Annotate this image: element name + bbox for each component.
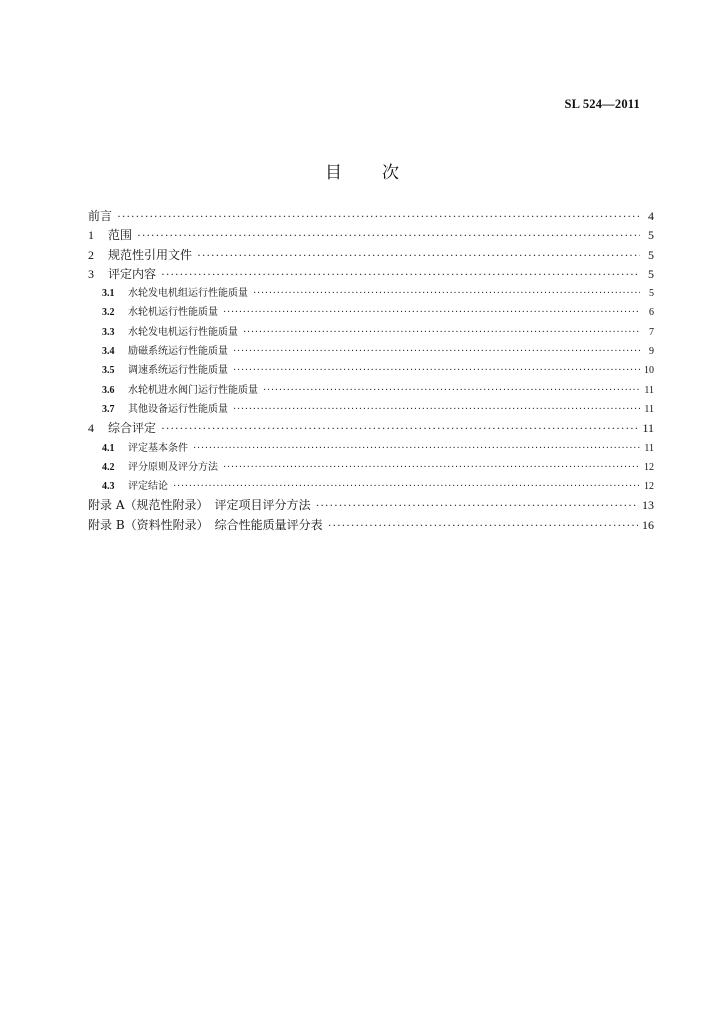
toc-entry-label: 水轮机运行性能质量 [128,307,218,319]
toc-entry-label: 评分原则及评分方法 [128,461,218,473]
toc-leader-dots [197,246,640,265]
toc-entry[interactable] [88,303,654,322]
toc-entry[interactable] [88,265,654,284]
toc-entry-label: 评定基本条件 [128,442,188,454]
toc-entry-number: 3.4 [102,346,115,358]
toc-entry-page: 7 [649,326,654,338]
toc-entry[interactable] [88,226,654,245]
toc-entry-page: 11 [644,403,654,415]
toc-entry-page: 16 [642,517,654,532]
toc-entry[interactable] [88,323,654,342]
toc-entry[interactable] [88,419,654,438]
toc-entry-page: 11 [644,384,654,396]
toc-leader-dots [233,342,640,361]
toc-leader-dots [233,400,640,419]
toc-entry-page: 5 [649,288,654,300]
toc-entry-page: 5 [648,247,654,262]
toc-entry-label: 附录 A（规范性附录） 评定项目评分方法 [88,498,311,513]
toc-entry-page: 13 [642,498,654,513]
table-of-contents [88,207,654,535]
toc-leader-dots [253,284,640,303]
toc-entry[interactable] [88,400,654,419]
toc-entry[interactable] [88,439,654,458]
toc-entry-number: 3 [88,266,94,281]
toc-entry-number: 4.2 [102,461,115,473]
toc-leader-dots [223,458,640,477]
toc-leader-dots [173,477,640,496]
toc-entry-label: 调速系统运行性能质量 [128,365,228,377]
toc-entry-page: 10 [644,365,654,377]
toc-leader-dots [137,226,640,245]
toc-entry-number: 4.3 [102,481,115,493]
toc-entry-label: 励磁系统运行性能质量 [128,346,228,358]
toc-entry-page: 11 [642,421,654,436]
toc-entry-page: 12 [644,461,654,473]
toc-entry-label: 前言 [88,209,113,223]
toc-entry-label: 规范性引用文件 [108,247,193,262]
toc-entry-number: 1 [88,228,94,243]
toc-entry-page: 4 [648,209,654,223]
toc-entry-label: 评定内容 [108,266,157,281]
toc-entry[interactable] [88,246,654,265]
toc-entry[interactable] [88,207,654,226]
toc-entry-number: 3.3 [102,326,115,338]
toc-entry-label: 范围 [108,228,133,243]
toc-entry[interactable] [88,342,654,361]
toc-leader-dots [328,516,638,535]
toc-entry-label: 附录 B（资料性附录） 综合性能质量评分表 [88,517,323,532]
toc-entry-page: 5 [648,266,654,281]
toc-entry-number: 3.2 [102,307,115,319]
toc-entry-label: 评定结论 [128,481,168,493]
toc-entry-label: 水轮发电机组运行性能质量 [128,288,248,300]
toc-entry[interactable] [88,361,654,380]
toc-entry[interactable] [88,381,654,400]
toc-entry-label: 水轮机进水阀门运行性能质量 [128,384,258,396]
toc-entry-page: 9 [649,346,654,358]
toc-entry-page: 11 [644,442,654,454]
toc-leader-dots [161,419,638,438]
toc-leader-dots [223,303,640,322]
toc-title: 目次 [325,163,439,183]
document-code: SL 524—2011 [564,97,640,111]
toc-leader-dots [193,439,640,458]
toc-leader-dots [233,361,640,380]
toc-leader-dots [117,207,640,226]
toc-entry[interactable] [88,496,654,515]
toc-entry[interactable] [88,516,654,535]
toc-entry-page: 6 [649,307,654,319]
toc-entry[interactable] [88,477,654,496]
toc-entry[interactable] [88,458,654,477]
toc-leader-dots [263,381,640,400]
toc-leader-dots [315,496,638,515]
toc-leader-dots [243,323,640,342]
toc-entry-number: 3.5 [102,365,115,377]
toc-entry-label: 其他设备运行性能质量 [128,403,228,415]
toc-entry-label: 水轮发电机运行性能质量 [128,326,238,338]
toc-leader-dots [161,265,640,284]
toc-entry-number: 3.7 [102,403,115,415]
toc-entry-number: 4.1 [102,442,115,454]
toc-entry-number: 3.1 [102,288,115,300]
toc-entry-page: 12 [644,481,654,493]
toc-entry[interactable] [88,284,654,303]
toc-entry-label: 综合评定 [108,421,157,436]
toc-entry-number: 3.6 [102,384,115,396]
toc-entry-page: 5 [648,228,654,243]
toc-entry-number: 4 [88,421,94,436]
toc-entry-number: 2 [88,247,94,262]
